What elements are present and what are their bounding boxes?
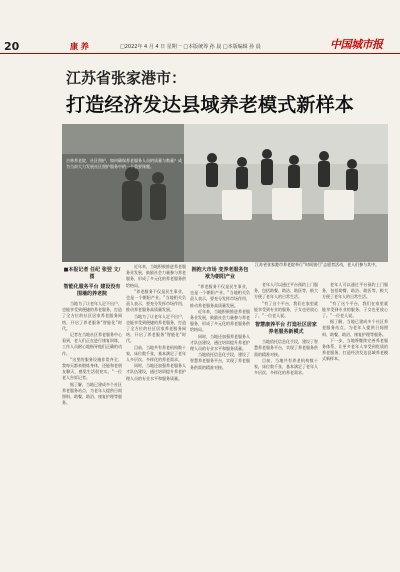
photo-illustration <box>62 124 388 262</box>
article-kicker: 江苏省张家港市： <box>66 69 187 87</box>
left-subhead: 智能化服务平台 建设没有围墙的养老院 <box>63 284 121 297</box>
paragraph: 记者在当地社区养老服务中心看到，老人们正在进行康复训练，工作人员耐心地指导他们正确的动作。 <box>62 332 122 356</box>
paragraph: 下一步，当地将继续完善养老服务体系，让更多老年人享受到优质的养老服务，打造经济发达县域养老模式新样本。 <box>322 337 388 362</box>
paragraph: 近年来，当地积极推进养老服务业发展，鼓励社会力量参与养老服务，形成了多元化的养老服务供给格局。 <box>190 308 250 333</box>
newspaper-logo: 中国城市报 <box>330 38 383 51</box>
page-number: 20 <box>4 40 20 53</box>
paragraph: “养老服务不仅是民生事业，也是一个朝阳产业。”当地相关负责人表示，要充分发挥市场作用，推动养老服务高质量发展。 <box>190 284 250 308</box>
paragraph: 据了解，当地已建成多个社区养老服务站点，为老年人提供日间照料、助餐、助浴、康复护理等服务。 <box>62 381 122 406</box>
paragraph: 同时，当地还加强养老服务人才队伍建设，通过培训提升养老护理人员的专业水平和服务质量。 <box>126 363 186 381</box>
paragraph: 同时，当地还加强养老服务人才队伍建设，通过培训提升养老护理人员的专业水平和服务质量。 <box>190 333 250 352</box>
photo-inset-caption: 吉林养老院，社区照护，如何确保养老服务人员的质量与数量？成为当前大力发展社区照护服务中的一个重要课题。 <box>66 158 182 169</box>
section-label: 康 养 <box>70 42 89 51</box>
paragraph: “养老服务不仅是民生事业，也是一个朝阳产业。”当地相关负责人表示，要充分发挥市场作用，推动养老服务高质量发展。 <box>126 288 186 313</box>
right-subhead: 智慧康养平台 打造社区居家养老服务新模式 <box>255 322 317 336</box>
paragraph: “有了这个平台，我们在家里就能享受到专业的服务，子女也更放心了。”一位老人说。 <box>254 300 318 319</box>
photo-caption: 江苏省张家港市养老院举行“时间银行”志愿者活动，老人们参与其中。 <box>255 262 380 267</box>
paragraph: 目前，当地共有养老机构数十家，床位数千张，基本满足了老年人多层次、多样化的养老需求。 <box>126 344 186 363</box>
article-column-left <box>62 264 122 564</box>
article-headline: 打造经济发达县域养老模式新样本 <box>66 94 355 116</box>
paragraph: 当地依托信息化手段，建设了智慧养老服务平台，实现了养老服务供需的精准对接。 <box>190 352 250 370</box>
article-column-5 <box>322 282 388 564</box>
paragraph: 当地为了让老年人足不出户，也能享受到便捷的养老服务，打造了全方位的社区居家养老服务网络，开启了养老服务“智能化”时代。 <box>62 301 122 331</box>
paragraph: 老年人可以通过平台预约上门服务，包括助餐、助洁、助医等，极大方便了老年人的日常生活。 <box>322 282 388 300</box>
paragraph: 老年人可以通过平台预约上门服务，包括助餐、助洁、助医等，极大方便了老年人的日常生活。 <box>254 282 318 300</box>
paragraph: 据了解，当地已建成多个社区养老服务站点，为老年人提供日间照料、助餐、助浴、康复护理等服务。 <box>322 319 388 337</box>
paragraph: 目前，当地共有养老机构数十家，床位数千张，基本满足了老年人多层次、多样化的养老需求。 <box>254 357 318 376</box>
issue-meta: □2022年 4 月 4 日 星期一 □本版统筹 孙 晨 □本版编辑 孙 晨 <box>120 44 261 50</box>
paragraph: 近年来，当地积极推进养老服务业发展，鼓励社会力量参与养老服务，形成了多元化的养老服务供给格局。 <box>126 264 186 288</box>
byline: ■本报记者 任纪 张翌 文/图 <box>63 267 121 280</box>
paragraph: “这里的服务设施非常齐全，我每天都来锻炼身体，还能和老朋友聊天，感觉生活很充实。”一位老人告诉记者。 <box>62 356 122 381</box>
paragraph: 当地依托信息化手段，建设了智慧养老服务平台，实现了养老服务供需的精准对接。 <box>254 339 318 357</box>
paragraph: 当地为了让老年人足不出户，也能享受到便捷的养老服务，打造了全方位的社区居家养老服务网络，开启了养老服务“智能化”时代。 <box>126 313 186 344</box>
page-header <box>0 0 400 56</box>
header-rule <box>0 53 400 54</box>
paragraph: “有了这个平台，我们在家里就能享受到专业的服务，子女也更放心了。”一位老人说。 <box>322 300 388 319</box>
article-column-4 <box>254 282 318 564</box>
article-photo <box>62 124 388 262</box>
mid-subhead: 拥抱大市场 变养老服务包袱为朝阳产业 <box>191 267 249 280</box>
article-column-3 <box>190 264 250 564</box>
article-column-2 <box>126 264 186 564</box>
